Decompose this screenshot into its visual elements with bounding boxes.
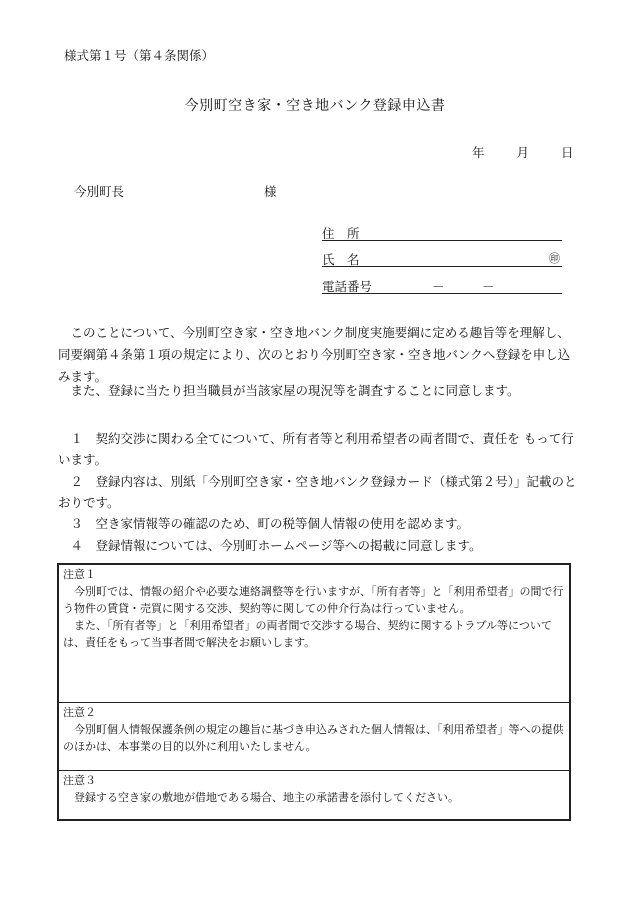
- list-item: ２ 登録内容は、別紙「今別町空き家・空き地バンク登録カード（様式第２号）」記載のとおりです。: [58, 474, 577, 510]
- address-field[interactable]: [322, 224, 562, 241]
- note-heading: 注意１: [63, 568, 96, 581]
- note-text: 今別町個人情報保護条例の規定の趣旨に基づき申込みされた個人情報は、「利用希望者」等への提供のほかは、本事業の目的以外に利用いたしません。: [63, 723, 564, 753]
- note-section-3: [59, 771, 569, 819]
- list-item: ３ 空き家情報等の確認のため、町の税等個人情報の使用を認めます。: [58, 516, 470, 531]
- phone-field[interactable]: [322, 277, 562, 294]
- date-month: 月: [516, 145, 530, 160]
- note-heading: 注意２: [63, 706, 96, 719]
- list-item: １ 契約交渉に関わる全てについて、所有者等と利用希望者の両者間で、責任を もって行います。: [58, 431, 574, 467]
- note-section-1: [59, 565, 569, 703]
- name-field[interactable]: [322, 250, 562, 267]
- honorific: 様: [264, 184, 277, 199]
- form-number: 様式第１号（第４条関係）: [64, 48, 215, 63]
- addressee: 今別町長: [74, 184, 125, 199]
- note-section-2: [59, 703, 569, 771]
- document-title: 今別町空き家・空き地バンク登録申込書: [184, 98, 446, 114]
- phone-dash-2: －: [482, 279, 495, 294]
- notes-box: [57, 563, 571, 821]
- consent-paragraph: また、登録に当たり担当職員が当該家屋の現況等を調査することに同意します。: [58, 383, 520, 398]
- application-paragraph: このことについて、今別町空き家・空き地バンク制度実施要綱に定める趣旨等を理解し、同要綱第４条第１項の規定により、次のとおり今別町空き家・空き地バンクへ登録を申し込みます。: [58, 325, 571, 384]
- note-heading: 注意３: [63, 774, 96, 787]
- date-day: 日: [561, 145, 574, 160]
- list-item: ４ 登録情報については、今別町ホームページ等への掲載に同意します。: [58, 538, 482, 553]
- seal-mark: ㊞: [549, 252, 560, 265]
- address-label: 住 所: [322, 226, 360, 241]
- note-text: 今別町では、情報の紹介や必要な連絡調整等を行いますが、「所有者等」と「利用希望者」の間で行う物件の賃貸・売買に関する交渉、契約等に関しての仲介行為は行っていません。: [63, 585, 564, 615]
- note-text: 登録する空き家の敷地が借地である場合、地主の承諾書を添付してください。: [74, 791, 459, 804]
- note-text: また、「所有者等」と「利用希望者」の両者間で交渉する場合、契約に関するトラブル等については、責任をもって当事者間で解決をお願いします。: [63, 619, 552, 649]
- phone-dash-1: －: [432, 279, 445, 294]
- name-label: 氏 名: [322, 252, 360, 267]
- phone-label: 電話番号: [322, 279, 373, 294]
- date-year: 年: [472, 145, 485, 160]
- date-line: [472, 143, 574, 161]
